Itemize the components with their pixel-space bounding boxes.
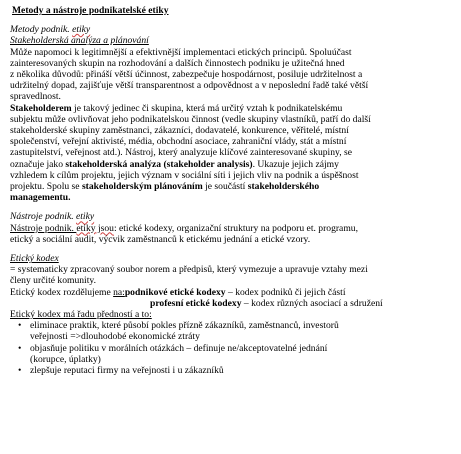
paragraph-2-text: je součástí xyxy=(202,181,248,193)
paragraph-2-line: vzhledem k cílům projektu, jejich význam v sociální síti i jejich vliv na podnik a úspěšnost xyxy=(10,169,359,181)
methods-heading-etiky: etiky xyxy=(72,24,91,36)
paragraph-1-line: spravedlnost. xyxy=(10,91,61,103)
paragraph-2-line: stakeholderské skupiny zaměstnanci, zákazníci, dodavatelé, konkurence, věřitelé, místní xyxy=(10,125,349,137)
stakeholder-planning-term: stakeholderským plánováním xyxy=(81,181,203,193)
paragraph-2 xyxy=(10,103,451,204)
code-text: – kodex podniků či jejich částí xyxy=(225,286,346,298)
paragraph-2-text: je takový jedinec či skupina, která má určitý vztah k podnikatelskému xyxy=(71,102,343,114)
paragraph-2-text: označuje jako xyxy=(10,158,66,170)
list-item xyxy=(10,343,451,365)
paragraph-1-line: Může napomoci k legitimnější a efektivnější implementaci etických principů. Spoluúčast xyxy=(10,46,352,58)
tools-heading-etiky: etiky xyxy=(76,211,95,223)
list-item-text: objasňuje politiku v morálních otázkách – definuje ne/akceptovatelné jednání xyxy=(30,342,328,354)
list-item-text: (korupce, úplatky) xyxy=(30,353,101,365)
stakeholder-analysis-term: stakeholderská analýza (stakeholder analysis) xyxy=(65,158,253,170)
code-advantages-heading: Etický kodex má řadu předností a to: xyxy=(10,309,152,321)
paragraph-2-text: projektu. Spolu se xyxy=(10,181,82,193)
bullet-icon: • xyxy=(18,342,22,354)
advantages-list xyxy=(10,320,451,376)
list-item-text: eliminace praktik, které působí pokles přízně zákazníků, zaměstnanců, investorů xyxy=(30,320,339,332)
code-line: členy určité komunity. xyxy=(10,275,96,287)
list-item-text: zlepšuje reputaci firmy na veřejnosti i u zákazníků xyxy=(30,365,224,377)
stakeholder-term: Stakeholderem xyxy=(10,102,72,114)
paragraph-2-line: společenství, veřejní aktivisté, média, obchodní asociace, zahraniční vlády, stát a místní xyxy=(10,136,347,148)
code-text: Etický kodex rozdělujeme xyxy=(10,286,114,298)
company-codes-term: podnikové etické kodexy xyxy=(124,286,226,298)
paragraph-1-line: z několika důvodů: přináší větší účinnost, zabezpečuje hospodárnost, posiluje udržitelnost a xyxy=(10,69,363,81)
paragraph-1 xyxy=(10,47,451,103)
tools-paragraph xyxy=(10,223,451,245)
bullet-icon: • xyxy=(18,365,22,377)
code-line xyxy=(10,298,451,309)
tools-heading xyxy=(10,211,451,222)
tools-underlined: etiky jsou xyxy=(76,222,114,234)
paragraph-2-line: managementu. xyxy=(10,192,71,204)
code-line xyxy=(10,287,451,298)
paragraph-1-line: zainteresovaných skupin na rozhodování a dalších činnostech podniku je užitečná hned xyxy=(10,57,345,69)
paragraph-2-text: . Ukazuje jejich zájmy xyxy=(252,158,339,170)
paragraph-2-line: zastupitelství, veřejnost atd.). Nástroj, který analyzuje klíčové zainteresované skupiny, se xyxy=(10,147,352,159)
professional-codes-term: profesní etické kodexy xyxy=(150,297,242,309)
stakeholder-subheading: Stakeholderská analýza a plánování xyxy=(10,35,149,47)
tools-underlined: Nástroje podnik. xyxy=(10,222,77,234)
paragraph-2-line xyxy=(10,103,451,114)
document-title: Metody a nástroje podnikatelské etiky xyxy=(12,5,169,16)
list-item xyxy=(10,365,451,376)
code-text: – kodex různých asociací a sdružení xyxy=(241,297,383,309)
list-item-text: veřejnosti =>dlouhodobé ekonomické ztráty xyxy=(30,331,200,343)
list-item xyxy=(10,320,451,342)
code-line: = systematicky zpracovaný soubor norem a předpisů, který vymezuje a upravuje vztahy mezi xyxy=(10,264,368,276)
methods-heading-text: Metody podnik. xyxy=(10,24,73,36)
methods-heading xyxy=(10,24,451,35)
tools-heading-text: Nástroje podnik. xyxy=(10,211,76,223)
tools-line: etický a sociální audit, výcvik zaměstnanců k etickému jednání a etické vzory. xyxy=(10,233,311,245)
paragraph-1-line: udržitelný dopad, zajišťuje větší transparentnost a odpovědnost a v neposlední řadě také větší xyxy=(10,80,369,92)
code-underlined: na: xyxy=(113,286,125,298)
paragraph-2-line: subjektu může ovlivňovat jeho podnikatelskou činnost (vedle skupiny vlastníků, patří do další xyxy=(10,113,371,125)
tools-line xyxy=(10,223,451,234)
bullet-icon: • xyxy=(18,320,22,332)
paragraph-2-line xyxy=(10,159,451,170)
code-heading: Etický kodex xyxy=(10,253,59,265)
tools-text: : etické kodexy, organizační struktury na podporu et. programu, xyxy=(113,222,358,234)
stakeholder-management-term: stakeholderského xyxy=(247,181,320,193)
paragraph-2-line xyxy=(10,181,451,192)
